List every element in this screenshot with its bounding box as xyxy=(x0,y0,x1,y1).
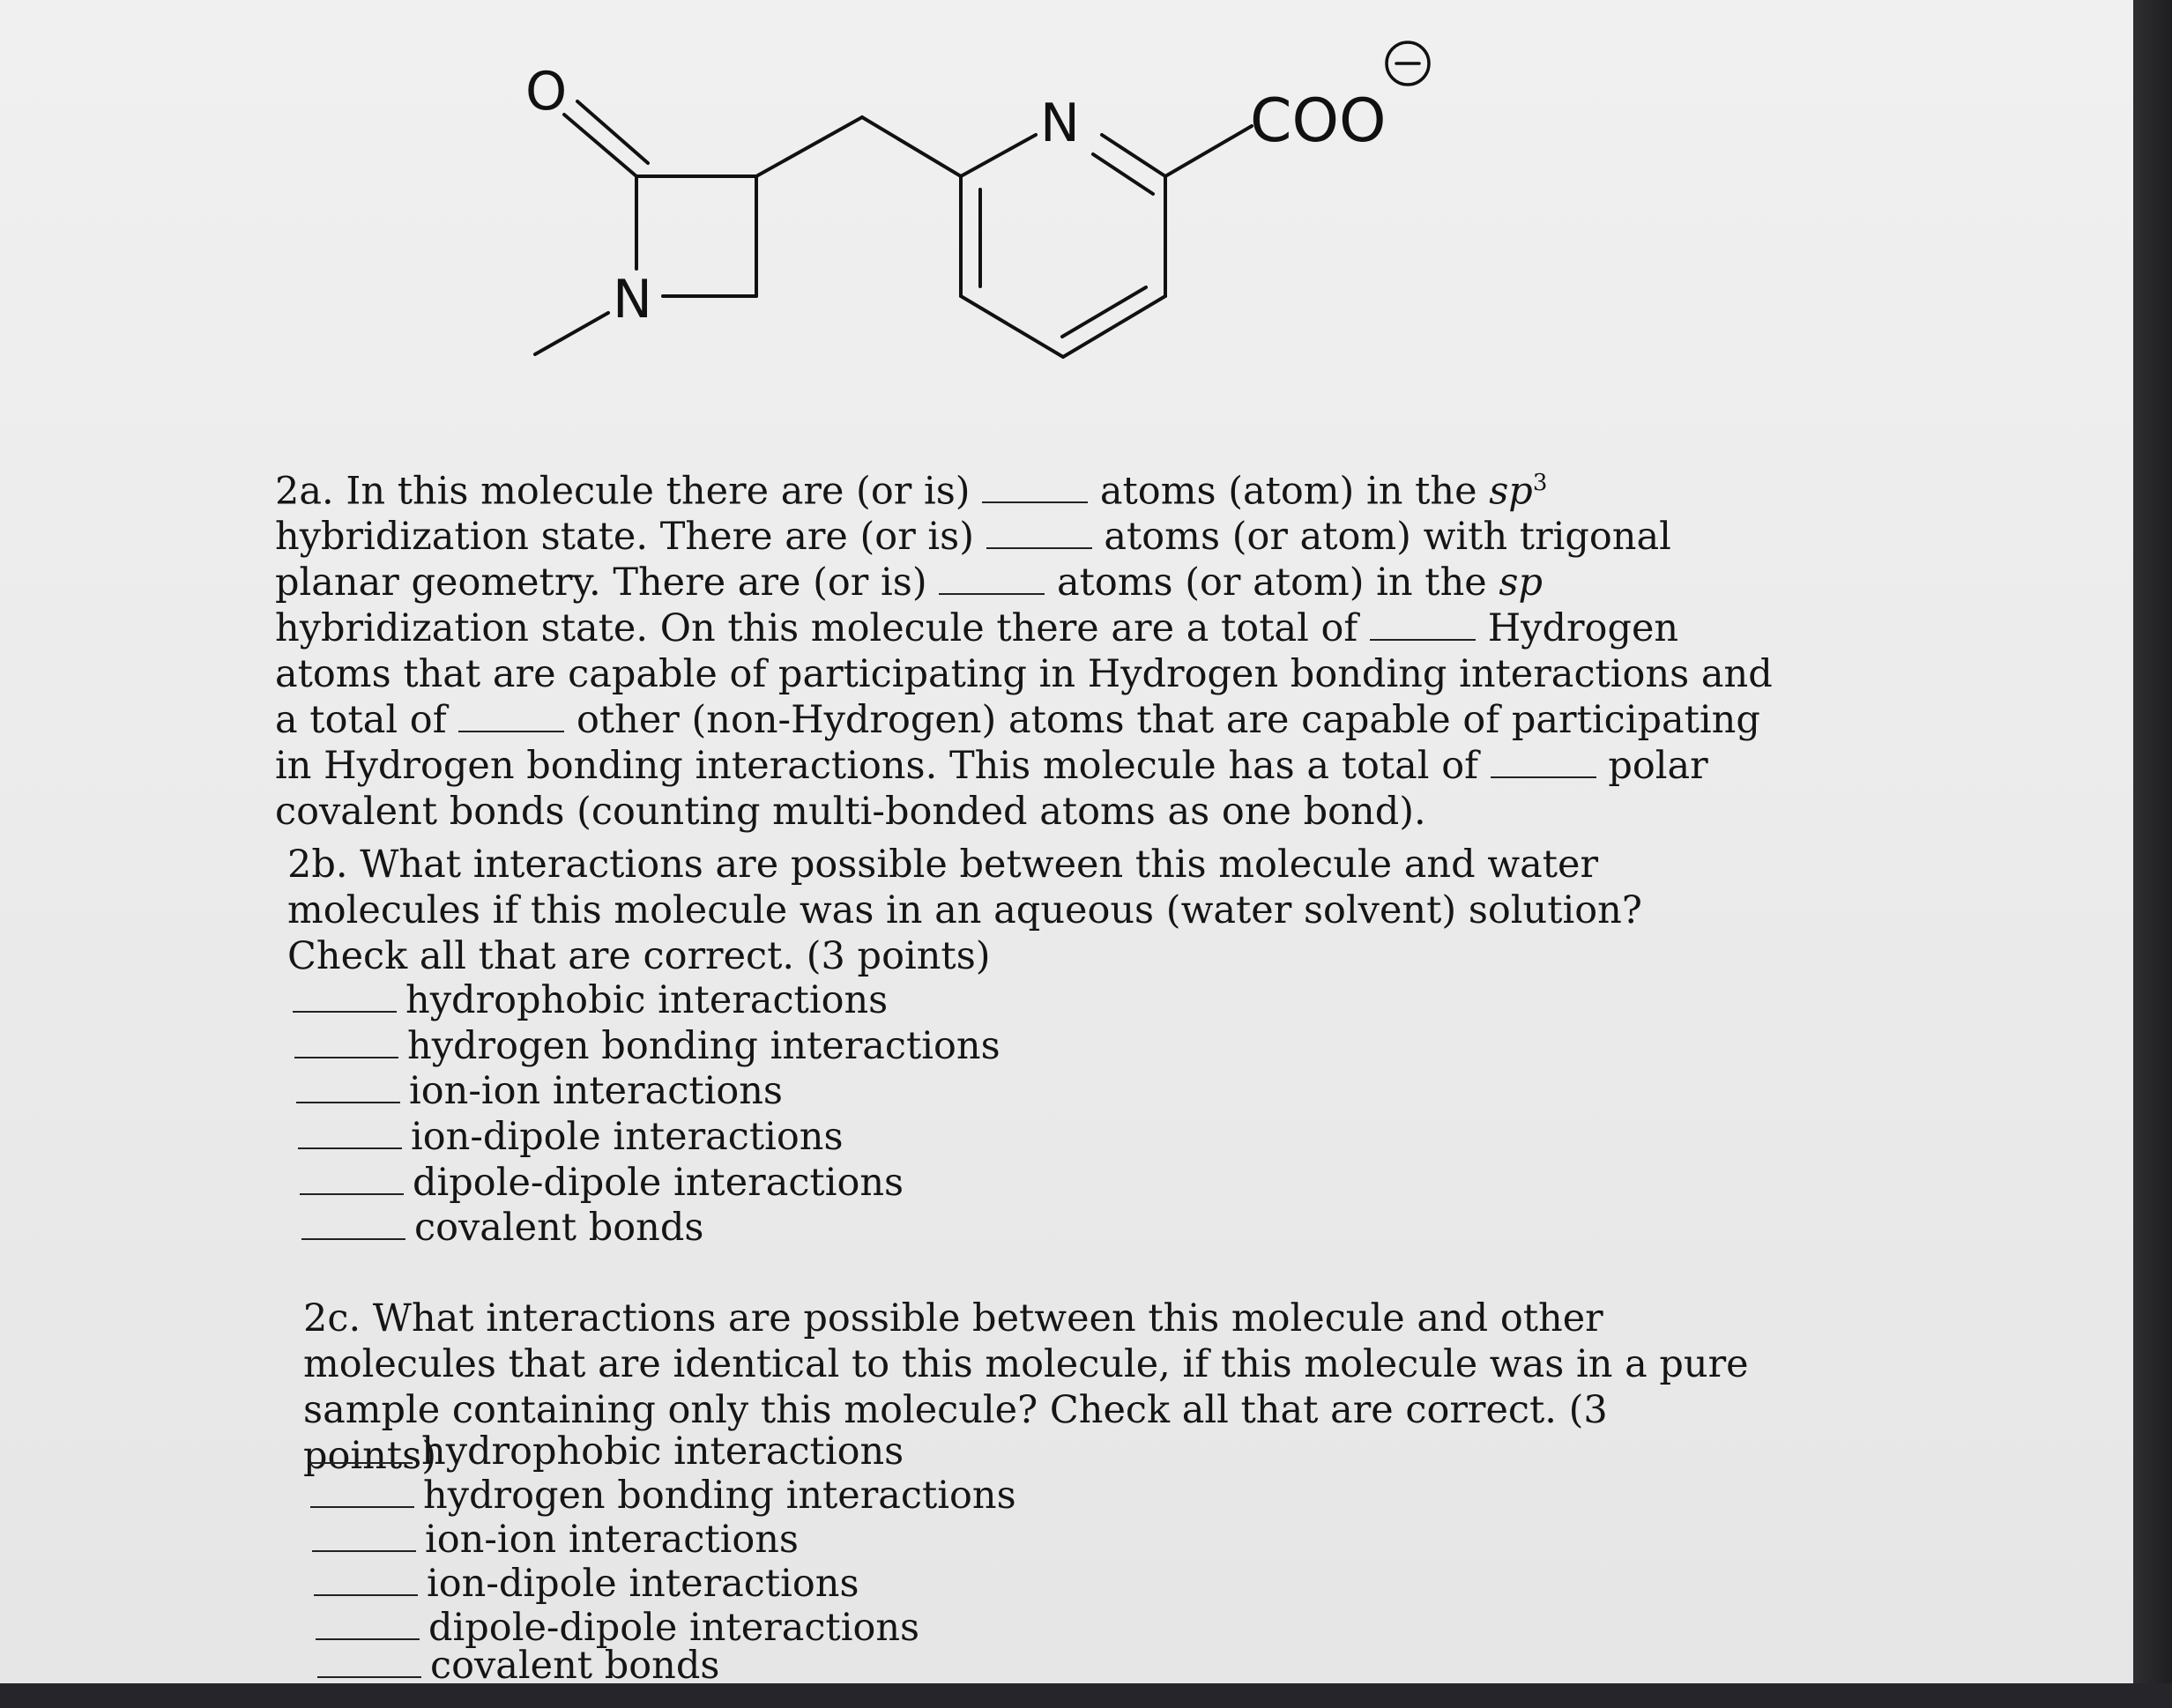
q2a-text: There are (or is) xyxy=(659,515,975,560)
q2a-text: hybridization state. xyxy=(275,606,649,651)
q2a-text: other (non-Hydrogen) atoms that are capable of participating in Hydrogen bonding interactions. xyxy=(275,698,1760,789)
question-2c-label: 2c. xyxy=(303,1296,361,1340)
option-label: covalent bonds xyxy=(430,1644,720,1688)
q2b-option[interactable] xyxy=(300,1161,904,1205)
question-2a-label: 2a. xyxy=(275,469,334,514)
answer-blank-sp3[interactable] xyxy=(982,475,1088,503)
q2b-option[interactable] xyxy=(293,978,888,1022)
pyridine-nitrogen-label: N xyxy=(1040,93,1080,154)
answer-blank-polar-bonds[interactable] xyxy=(1491,750,1596,778)
q2a-text: atoms (or atom) with trigonal planar geometry. xyxy=(275,515,1671,605)
answer-blank-trigonal[interactable] xyxy=(986,521,1092,549)
question-2a xyxy=(275,460,1774,835)
option-label: hydrogen bonding interactions xyxy=(407,1024,1000,1068)
checkbox-blank[interactable] xyxy=(312,1524,416,1552)
checkbox-blank[interactable] xyxy=(317,1650,421,1678)
q2c-option[interactable] xyxy=(312,1518,799,1562)
carboxylate-label: COO xyxy=(1250,86,1387,156)
q2a-text: sp xyxy=(1499,561,1543,605)
q2c-option[interactable] xyxy=(317,1644,719,1688)
checkbox-blank[interactable] xyxy=(310,1480,414,1508)
checkbox-blank[interactable] xyxy=(293,984,397,1013)
q2a-superscript: 3 xyxy=(1532,470,1548,496)
question-2b xyxy=(287,842,1733,979)
option-label: ion-dipole interactions xyxy=(411,1115,844,1159)
checkbox-blank[interactable] xyxy=(294,1030,398,1058)
q2b-option[interactable] xyxy=(296,1069,783,1113)
q2a-text: In this molecule there are (or is) xyxy=(346,469,971,514)
q2c-option[interactable] xyxy=(309,1430,904,1474)
option-label: hydrogen bonding interactions xyxy=(423,1474,1016,1518)
q2a-text: sp xyxy=(1489,469,1533,514)
carbonyl-oxygen-label: O xyxy=(525,61,568,123)
answer-blank-non-h-atoms[interactable] xyxy=(458,704,564,732)
molecule-structure xyxy=(476,18,1490,388)
q2a-text: There are (or is) xyxy=(613,561,927,605)
q2a-text: Hydrogen atoms that are capable of participating in Hydrogen bonding interactions and a total of xyxy=(275,606,1773,743)
q2c-option[interactable] xyxy=(314,1562,859,1606)
answer-blank-h-atoms[interactable] xyxy=(1370,613,1476,641)
question-2c-text: What interactions are possible between this molecule and other molecules that are identical to this molecule, if this molecule was in a pure sample containing only this molecule? Check all that are correct. (3 points) xyxy=(303,1296,1749,1478)
q2c-option[interactable] xyxy=(310,1474,1016,1518)
option-label: dipole-dipole interactions xyxy=(413,1161,904,1205)
checkbox-blank[interactable] xyxy=(298,1121,402,1149)
q2b-option[interactable] xyxy=(298,1115,844,1159)
q2a-text: atoms (atom) in the xyxy=(1099,469,1477,514)
option-label: dipole-dipole interactions xyxy=(428,1606,920,1650)
q2a-text: polar covalent bonds (counting multi-bonded atoms as one bond). xyxy=(275,744,1708,835)
option-label: ion-ion interactions xyxy=(425,1518,799,1562)
checkbox-blank[interactable] xyxy=(300,1167,404,1195)
q2a-text: hybridization state. xyxy=(275,515,649,560)
q2a-text: This molecule has a total of xyxy=(948,744,1479,789)
question-2b-label: 2b. xyxy=(287,843,348,887)
answer-blank-sp[interactable] xyxy=(939,567,1045,595)
option-label: ion-ion interactions xyxy=(409,1069,783,1113)
checkbox-blank[interactable] xyxy=(301,1212,405,1240)
q2a-text: atoms (or atom) in the xyxy=(1056,561,1487,605)
azetidine-nitrogen-label: N xyxy=(613,269,652,330)
q2a-text: On this molecule there are a total of xyxy=(659,606,1358,651)
question-2b-text: What interactions are possible between this molecule and water molecules if this molecule was in an aqueous (water solvent) solution? Check all that are correct. (3 points) xyxy=(287,843,1642,978)
checkbox-blank[interactable] xyxy=(314,1568,418,1596)
option-label: covalent bonds xyxy=(414,1206,704,1250)
option-label: hydrophobic interactions xyxy=(405,978,889,1022)
checkbox-blank[interactable] xyxy=(296,1075,400,1103)
checkbox-blank[interactable] xyxy=(316,1612,420,1640)
monitor-bezel xyxy=(2133,0,2172,1708)
option-label: ion-dipole interactions xyxy=(427,1562,859,1606)
q2b-option[interactable] xyxy=(301,1206,703,1250)
option-label: hydrophobic interactions xyxy=(421,1430,904,1474)
checkbox-blank[interactable] xyxy=(309,1436,413,1464)
q2b-option[interactable] xyxy=(294,1024,1000,1068)
